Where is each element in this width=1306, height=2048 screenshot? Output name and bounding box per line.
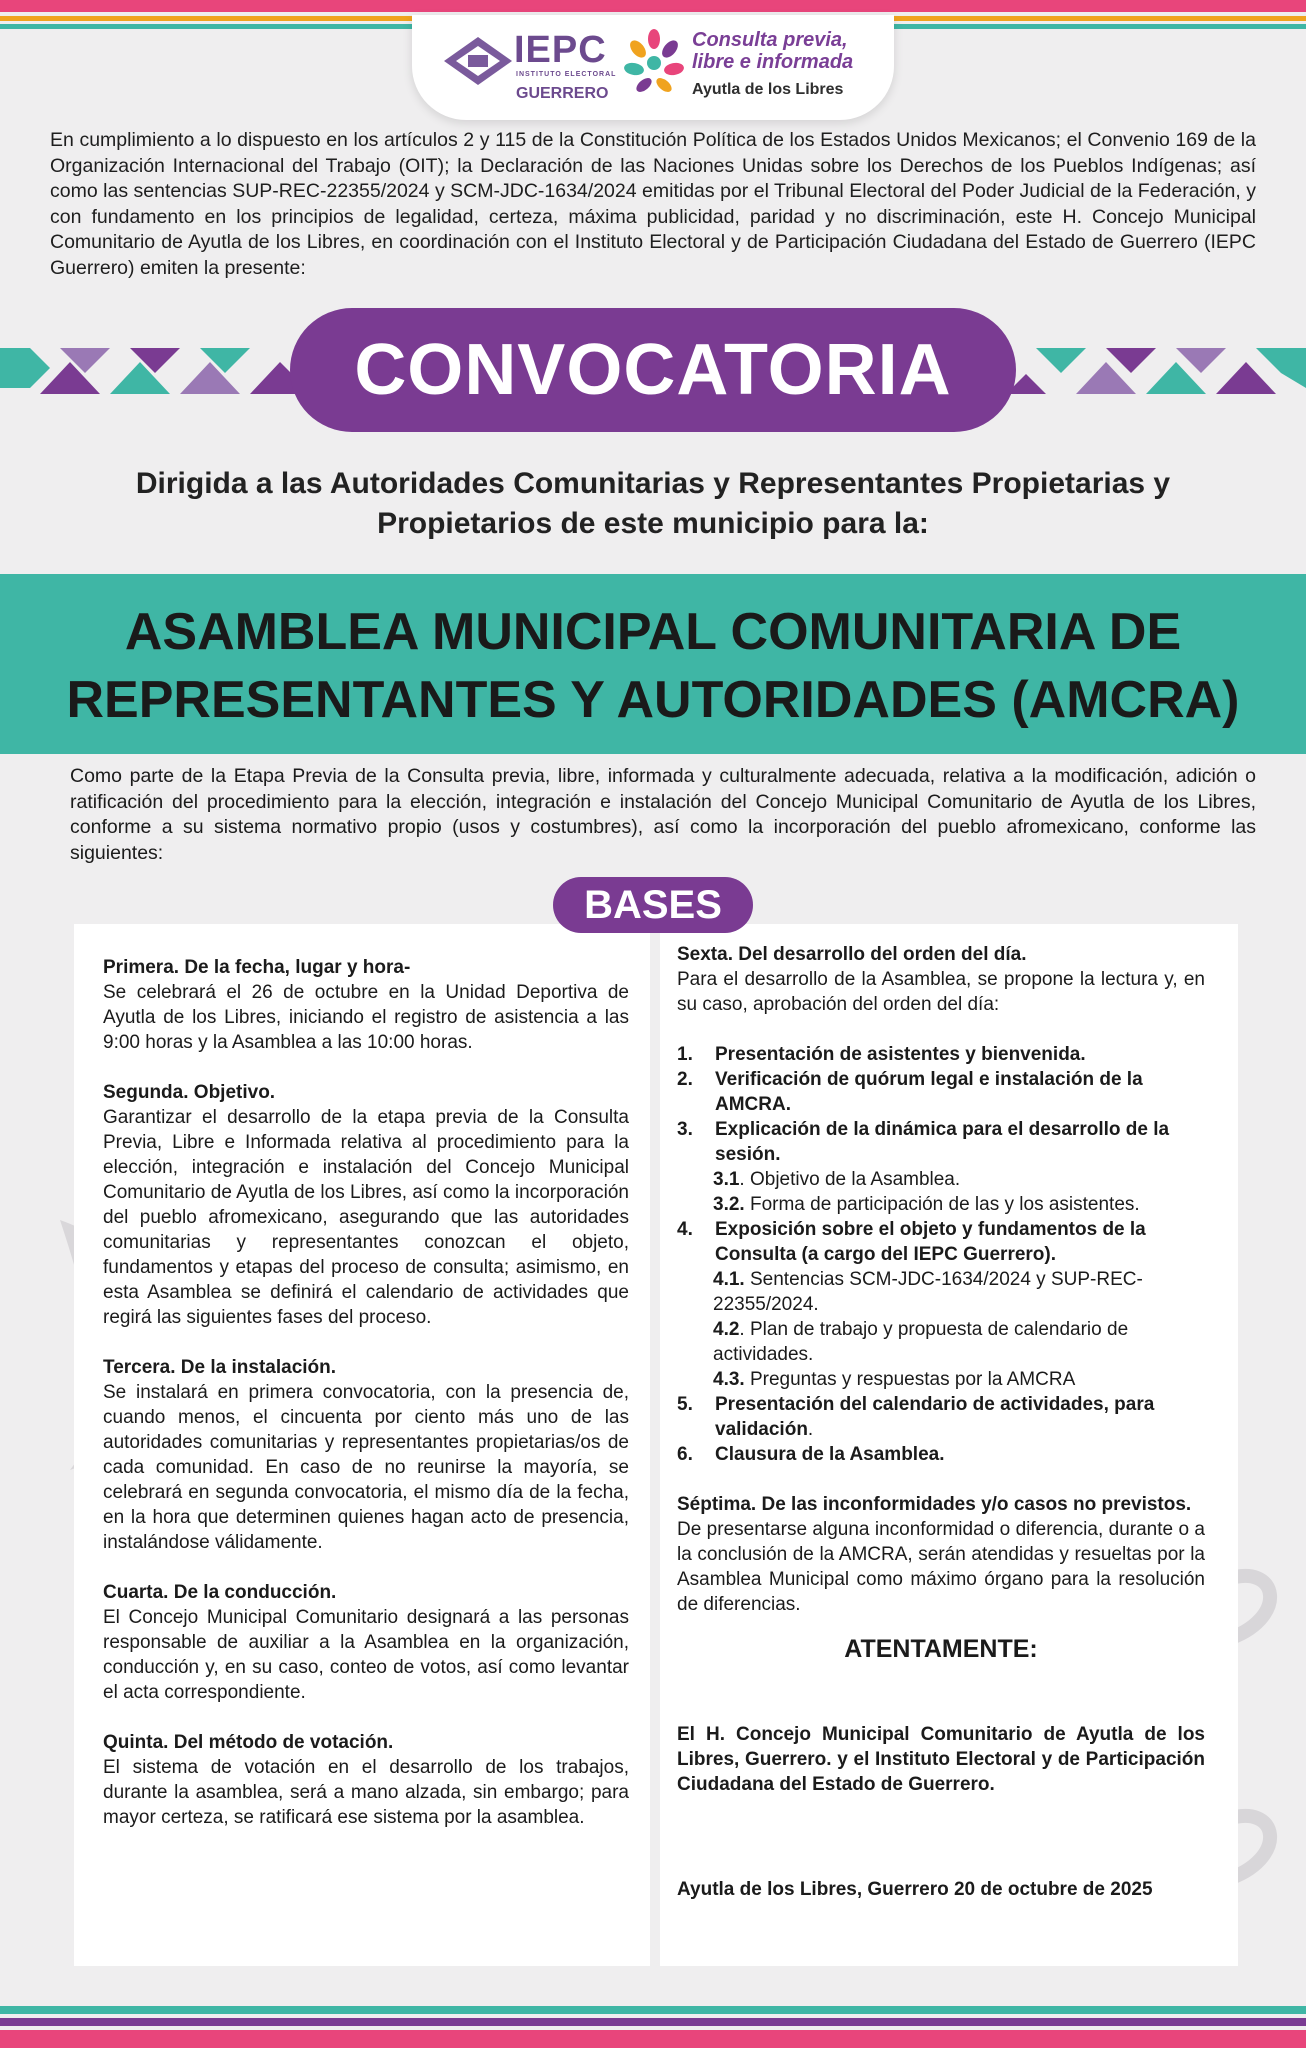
- consulta-logo-title: Consulta previa, libre e informada: [692, 29, 854, 73]
- base-title: Segunda. Objetivo.: [103, 1082, 276, 1103]
- bases-right-column: [677, 942, 1205, 1902]
- agenda-subitem: 3.1. Objetivo de la Asamblea.: [713, 1169, 961, 1190]
- base-quinta: [103, 1730, 629, 1830]
- bottom-stripe-pink: [0, 2030, 1306, 2048]
- iepc-logo-state: GUERRERO: [516, 85, 609, 102]
- agenda-item: 6. Clausura de la Asamblea.: [677, 1444, 945, 1465]
- base-title: Primera. De la fecha, lugar y hora-: [103, 957, 411, 978]
- agenda-subitem: 4.2. Plan de trabajo y propuesta de calendario de actividades.: [713, 1319, 1129, 1365]
- agenda-item: 5. Presentación del calendario de actividades, para validación.: [677, 1394, 1155, 1440]
- hands-flower-icon: [624, 27, 684, 99]
- bases-left-column: [103, 955, 629, 1855]
- dirigida-heading: Dirigida a las Autoridades Comunitarias y Representantes Propietarias y Propietarios de este municipio para la:: [135, 467, 1171, 540]
- iepc-emblem-icon: [434, 31, 522, 91]
- agenda-subitem: 3.2. Forma de participación de las y los asistentes.: [713, 1194, 1140, 1215]
- agenda-item: 3. Explicación de la dinámica para el desarrollo de la sesión.: [677, 1119, 1170, 1165]
- signature-block: El H. Concejo Municipal Comunitario de Ayutla de los Libres, Guerrero. y el Instituto Electoral y de Participación Ciudadana del Estado de Guerrero.: [677, 1724, 1205, 1795]
- base-body: Para el desarrollo de la Asamblea, se propone la lectura y, en su caso, aprobación del orden del día:: [677, 969, 1205, 1015]
- agenda-subitem: 4.1. Sentencias SCM-JDC-1634/2024 y SUP-REC-22355/2024.: [713, 1269, 1143, 1315]
- base-title: Séptima. De las inconformidades y/o casos no previstos.: [677, 1494, 1192, 1515]
- base-segunda: [103, 1080, 629, 1330]
- base-title: Cuarta. De la conducción.: [103, 1582, 337, 1603]
- base-title: Sexta. Del desarrollo del orden del día.: [677, 944, 1027, 965]
- agenda-item: 4. Exposición sobre el objeto y fundamentos de la Consulta (a cargo del IEPC Guerrero).: [677, 1219, 1146, 1265]
- iepc-logo-subtext: INSTITUTO ELECTORAL: [516, 71, 617, 78]
- convocatoria-banner: CONVOCATORIA: [290, 308, 1016, 432]
- agenda-item: 2. Verificación de quórum legal e instalación de la AMCRA.: [677, 1069, 1143, 1115]
- base-septima: [677, 1492, 1205, 1617]
- place-date: Ayutla de los Libres, Guerrero 20 de octubre de 2025: [677, 1879, 1153, 1900]
- base-body: El Concejo Municipal Comunitario designará a las personas responsable de auxiliar a la Asamblea en la organización, conducción y, en su caso, conteo de votos, así como levantar el acta correspondiente.: [103, 1607, 629, 1703]
- base-title: Quinta. Del método de votación.: [103, 1732, 394, 1753]
- intro-paragraph: En cumplimiento a lo dispuesto en los artículos 2 y 115 de la Constitución Política de los Estados Unidos Mexicanos; el Convenio 169 de la Organización Internacional del Trabajo (OIT); la Declaración de las Naciones Unidas sobre los Derechos de los Pueblos Indígenas; así como las sentencias SUP-REC-22355/2024 y SCM-JDC-1634/2024 emitidas por el Tribunal Electoral del Poder Judicial de la Federación, y con fundamento en los principios de legalidad, certeza, máxima publicidad, paridad y no discriminación, este H. Concejo Municipal Comunitario de Ayutla de los Libres, en coordinación con el Instituto Electoral y de Participación Ciudadana del Estado de Guerrero (IEPC Guerrero) emiten la presente:: [50, 129, 1256, 279]
- base-body: De presentarse alguna inconformidad o diferencia, durante o a la conclusión de la AMCRA, serán atendidas y resueltas por la Asamblea Municipal como máximo órgano para la resolución de diferencias.: [677, 1519, 1205, 1615]
- top-stripe-pink: [0, 0, 1306, 12]
- iepc-logo-text: IEPC: [514, 29, 607, 71]
- base-primera: [103, 955, 629, 1055]
- logo-header: [412, 15, 894, 120]
- right-geometric-pattern: [1006, 338, 1306, 404]
- base-body: Garantizar el desarrollo de la etapa previa de la Consulta Previa, Libre e Informada relativa al procedimiento para la elección, integración e instalación del Concejo Municipal Comunitario de Ayutla de los Libres, así como la incorporación del pueblo afromexicano, asegurando que las autoridades comunitarias y representantes conozcan el objeto, fundamentos y etapas del proceso de consulta; asimismo, en esta Asamblea se definirá el calendario de actividades que regirá las siguientes fases del proceso.: [103, 1107, 629, 1328]
- base-sexta: [677, 942, 1205, 1017]
- como-paragraph: Como parte de la Etapa Previa de la Consulta previa, libre, informada y culturalmente adecuada, relativa a la modificación, adición o ratificación del procedimiento para la elección, integración e instalación del Concejo Municipal Comunitario de Ayutla de los Libres, conforme a su sistema normativo propio (usos y costumbres), así como la incorporación del pueblo afromexicano, conforme las siguientes:: [70, 765, 1256, 864]
- base-body: El sistema de votación en el desarrollo de los trabajos, durante la asamblea, será a mano alzada, sin embargo; para mayor certeza, se ratificará ese sistema por la asamblea.: [103, 1757, 629, 1828]
- bases-badge: BASES: [553, 877, 753, 933]
- agenda-item: 1. Presentación de asistentes y bienvenida.: [677, 1044, 1086, 1065]
- bottom-stripe-teal: [0, 2006, 1306, 2014]
- atentamente-heading: ATENTAMENTE:: [844, 1635, 1038, 1663]
- consulta-logo-subtitle: Ayutla de los Libres: [692, 81, 844, 98]
- agenda-list: [677, 1042, 1205, 1467]
- left-geometric-pattern: [0, 338, 300, 404]
- base-title: Tercera. De la instalación.: [103, 1357, 337, 1378]
- agenda-subitem: 4.3. Preguntas y respuestas por la AMCRA: [713, 1369, 1076, 1390]
- bottom-stripe-purple: [0, 2018, 1306, 2026]
- base-cuarta: [103, 1580, 629, 1705]
- amcra-title: ASAMBLEA MUNICIPAL COMUNITARIA DE REPRESENTANTES Y AUTORIDADES (AMCRA): [66, 603, 1240, 729]
- base-body: Se celebrará el 26 de octubre en la Unidad Deportiva de Ayutla de los Libres, iniciando el registro de asistencia a las 9:00 horas y la Asamblea a las 10:00 horas.: [103, 982, 629, 1053]
- base-tercera: [103, 1355, 629, 1555]
- base-body: Se instalará en primera convocatoria, con la presencia de, cuando menos, el cincuenta por ciento más uno de las autoridades comunitarias y representantes propietarias/os de cada comunidad. En caso de no reunirse la mayoría, se celebrará en segunda convocatoria, el mismo día de la fecha, en la hora que determinen quienes hagan acto de presencia, instalándose válidamente.: [103, 1382, 629, 1553]
